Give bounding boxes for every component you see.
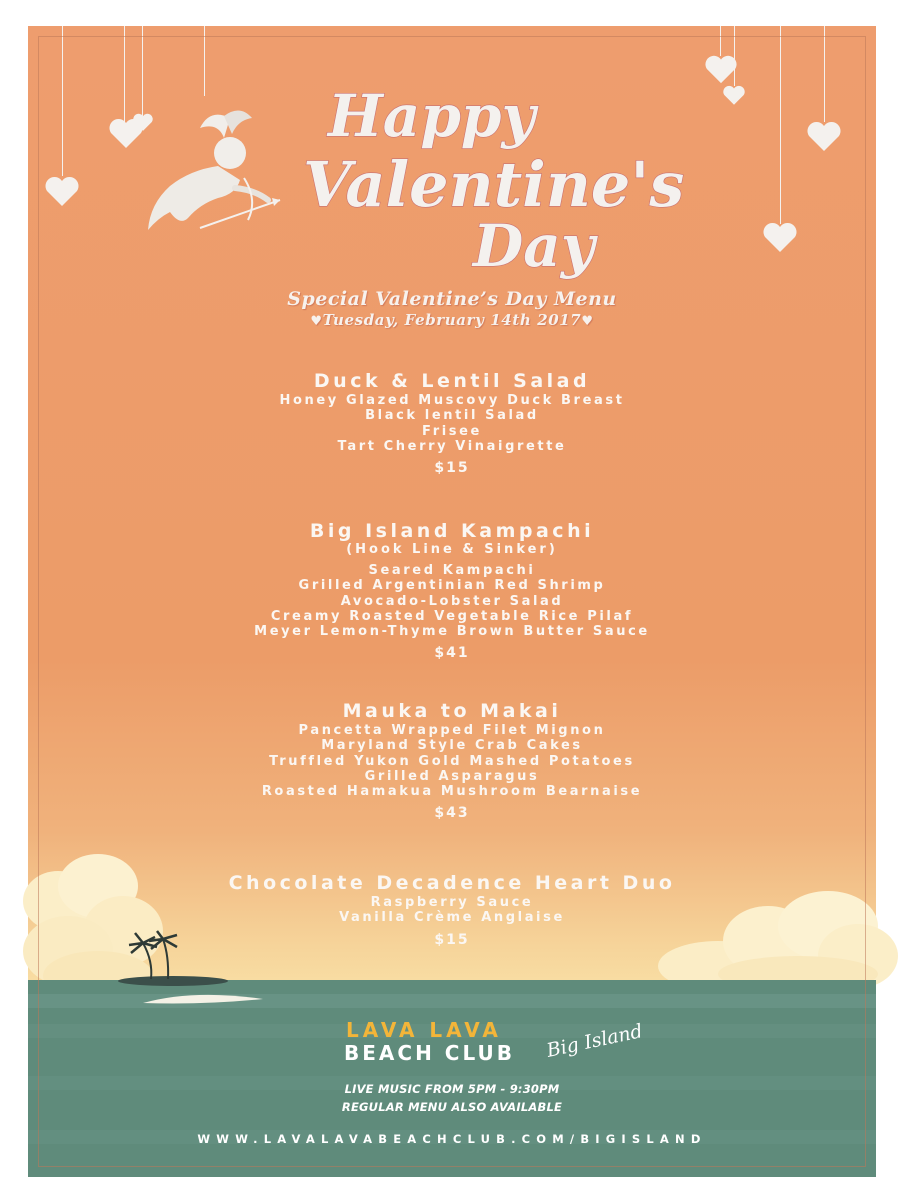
menu-subtitle: Special Valentine’s Day Menu bbox=[287, 288, 617, 310]
menu-item: Truffled Yukon Gold Mashed Potatoes bbox=[269, 753, 635, 769]
heart-icon: ♥ bbox=[581, 314, 594, 329]
dish-price: $15 bbox=[434, 460, 470, 477]
dish-title: Duck & Lentil Salad bbox=[313, 370, 591, 392]
menu-item: Vanilla Crème Anglaise bbox=[339, 910, 565, 926]
menu-item: Honey Glazed Muscovy Duck Breast bbox=[279, 393, 625, 408]
menu-section-kampachi bbox=[28, 520, 876, 662]
logo-beach-club: BEACH CLUB bbox=[344, 1041, 515, 1065]
menu-item: Grilled Argentinian Red Shrimp bbox=[298, 578, 606, 594]
menu-section-duck bbox=[28, 370, 876, 477]
menu-section-mauka bbox=[28, 700, 876, 822]
menu-item: Roasted Hamakua Mushroom Bearnaise bbox=[261, 784, 643, 800]
menu-item: Grilled Asparagus bbox=[364, 768, 540, 784]
dish-title: Big Island Kampachi bbox=[309, 520, 595, 542]
cupid-icon bbox=[140, 108, 300, 238]
dish-title: Mauka to Makai bbox=[342, 700, 562, 722]
dish-subtitle: (Hook Line & Sinker) bbox=[346, 542, 558, 557]
heart-icon: ♥ bbox=[310, 314, 323, 329]
title-line-1: Happy bbox=[328, 82, 536, 150]
info-regular-menu: REGULAR MENU ALSO AVAILABLE bbox=[341, 1100, 563, 1114]
title-script bbox=[298, 66, 685, 280]
dish-price: $15 bbox=[434, 931, 470, 948]
logo-big-island: Big Island bbox=[544, 1020, 645, 1062]
menu-date: ♥Tuesday, February 14th 2017♥ bbox=[310, 311, 594, 329]
menu-item: Maryland Style Crab Cakes bbox=[321, 738, 583, 754]
menu-section-dessert bbox=[28, 872, 876, 949]
menu-poster bbox=[28, 26, 876, 1177]
menu-item: Creamy Roasted Vegetable Rice Pilaf bbox=[270, 608, 634, 624]
website-url[interactable]: WWW.LAVALAVABEACHCLUB.COM/BIGISLAND bbox=[197, 1132, 707, 1146]
menu-item: Black lentil Salad bbox=[365, 408, 539, 424]
menu-item: Frisee bbox=[422, 423, 482, 439]
dish-price: $41 bbox=[434, 645, 470, 662]
dish-price: $43 bbox=[434, 805, 470, 822]
logo-lava-lava: LAVA LAVA bbox=[346, 1018, 502, 1042]
heart-icon bbox=[704, 53, 738, 85]
menu-item: Avocado-Lobster Salad bbox=[340, 593, 564, 609]
dish-title: Chocolate Decadence Heart Duo bbox=[228, 872, 676, 894]
title-line-3: Day bbox=[473, 212, 595, 280]
menu-item: Raspberry Sauce bbox=[370, 895, 534, 910]
menu-item: Seared Kampachi bbox=[368, 563, 536, 578]
heart-icon bbox=[762, 220, 798, 254]
title-line-2: Valentine's bbox=[303, 148, 685, 221]
info-live-music: LIVE MUSIC FROM 5PM - 9:30PM bbox=[344, 1082, 560, 1096]
heart-icon bbox=[44, 174, 80, 208]
heart-icon bbox=[806, 119, 842, 153]
menu-item: Pancetta Wrapped Filet Mignon bbox=[298, 723, 606, 738]
heart-icon bbox=[722, 84, 746, 106]
menu-item: Meyer Lemon-Thyme Brown Butter Sauce bbox=[254, 624, 650, 640]
menu-item: Tart Cherry Vinaigrette bbox=[337, 438, 567, 454]
